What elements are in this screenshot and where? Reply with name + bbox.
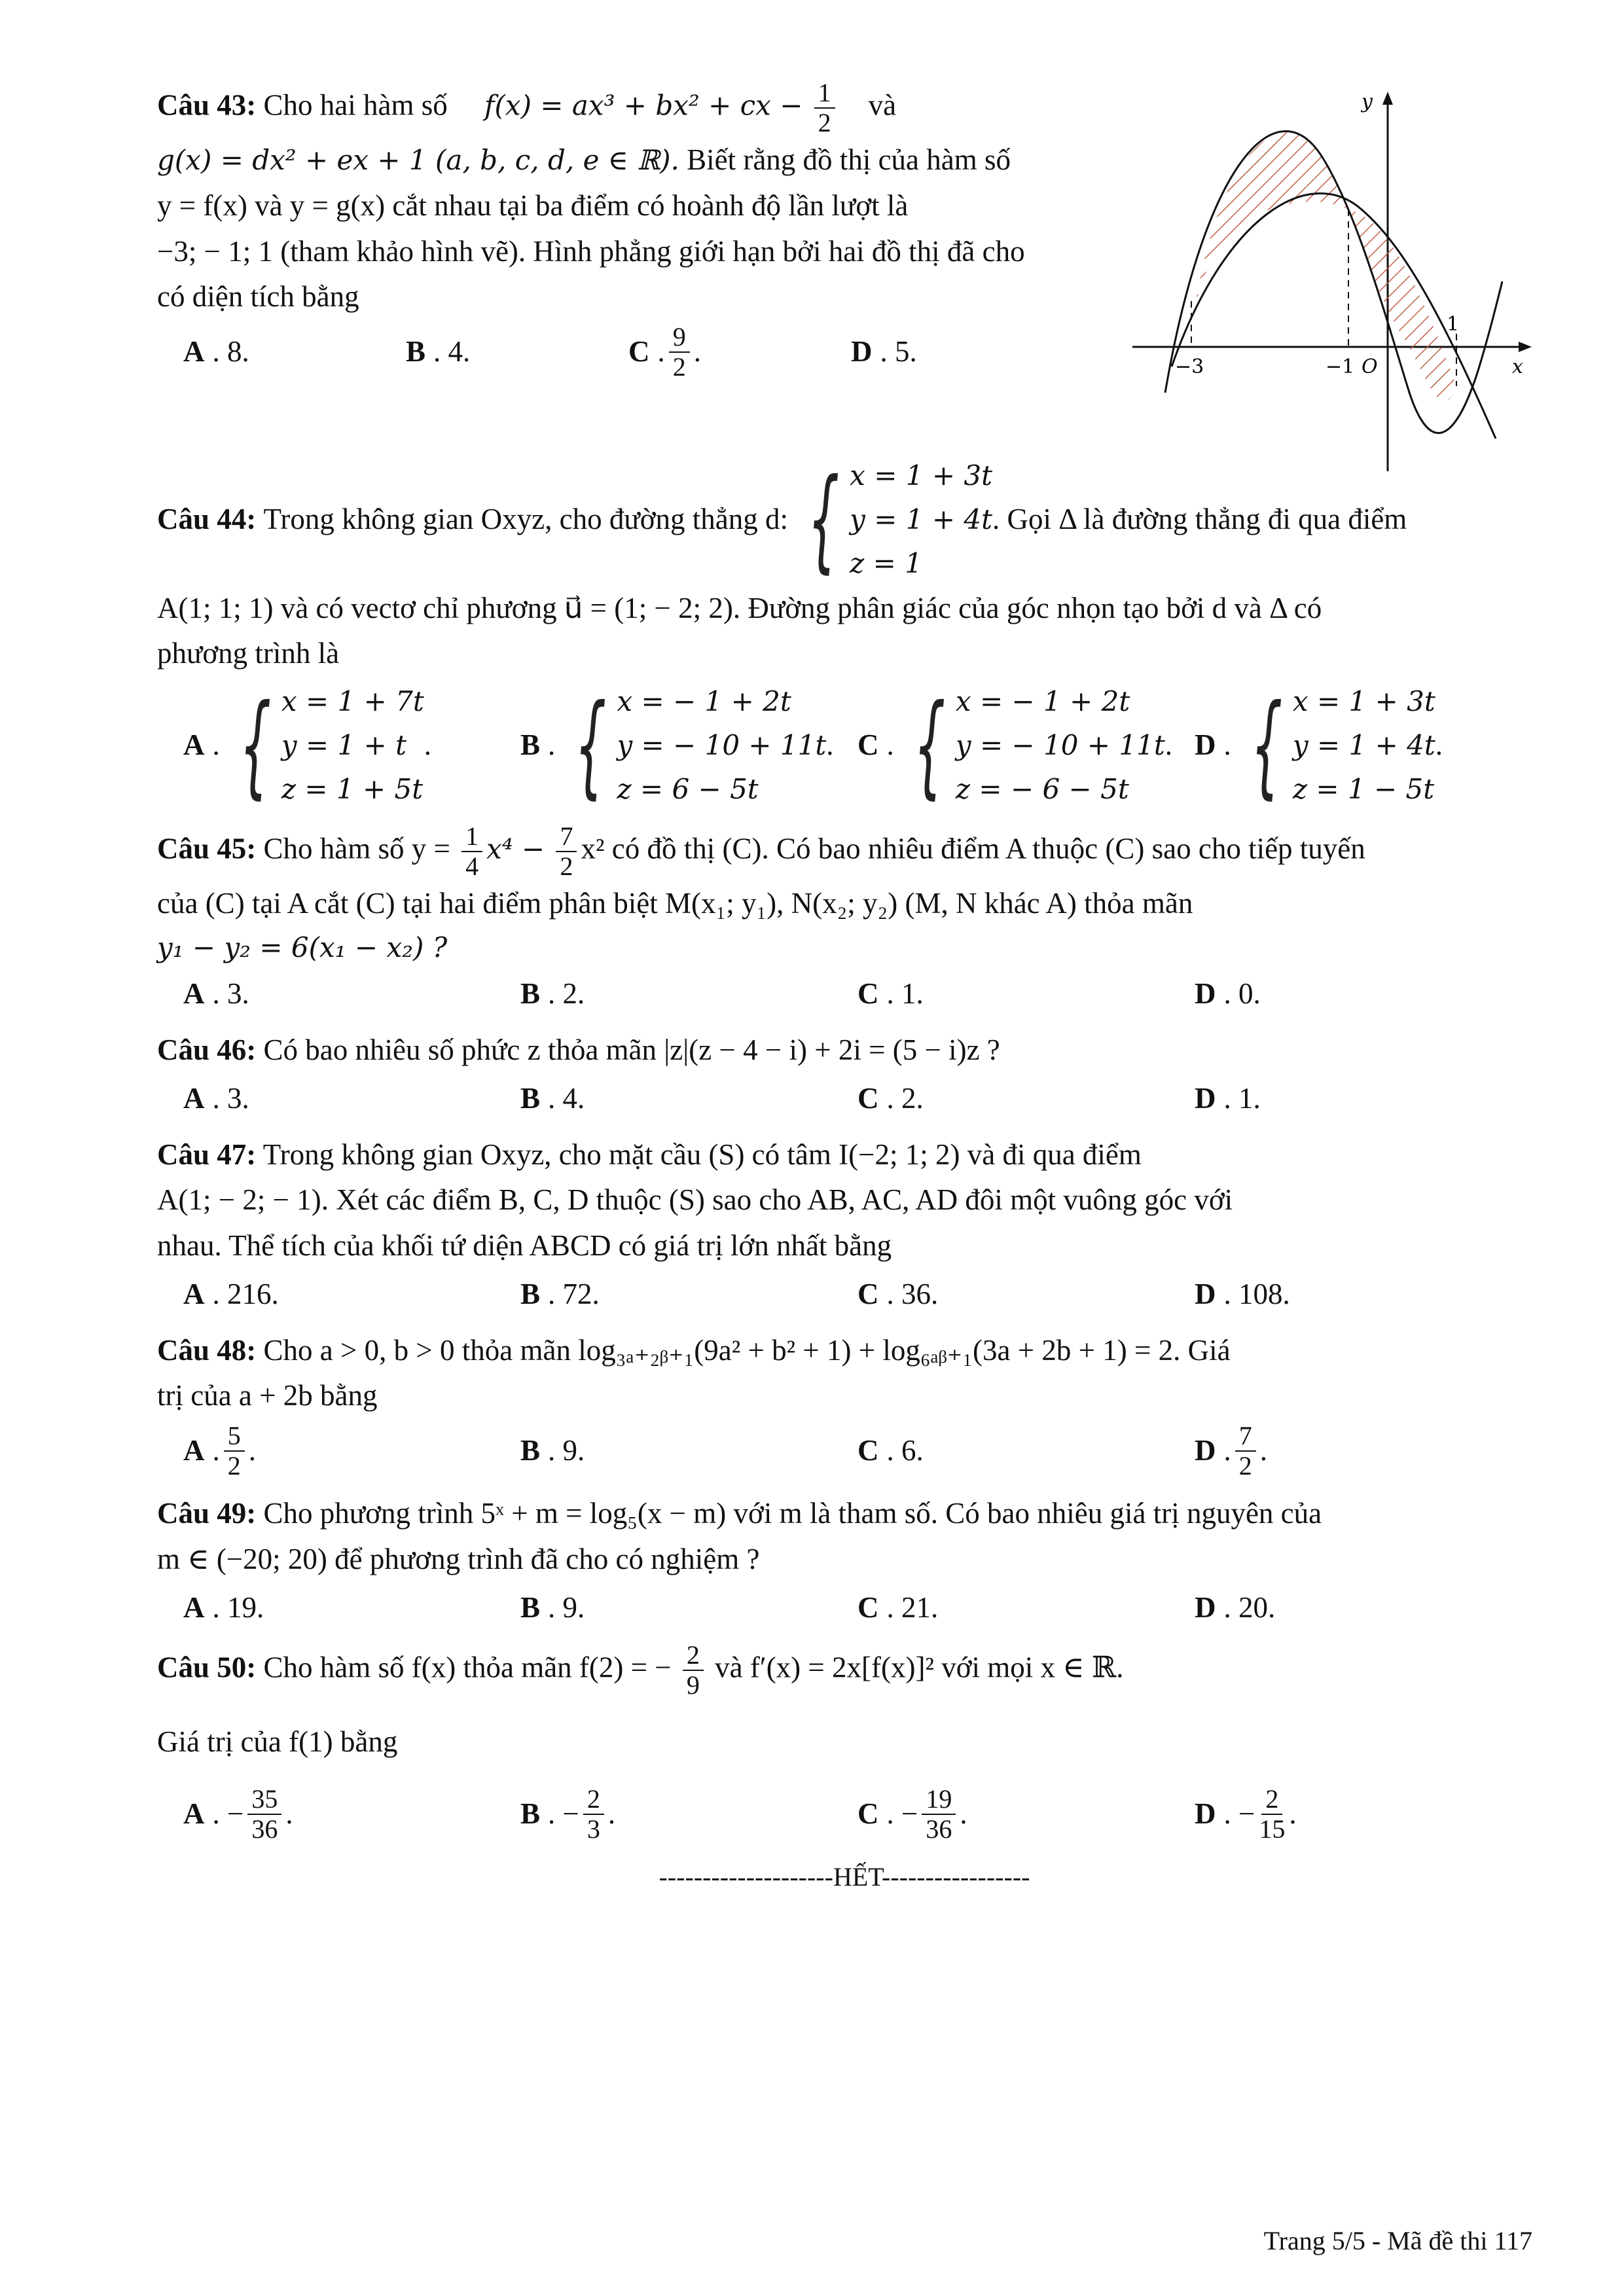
graph-tick-1: 1 bbox=[1447, 313, 1460, 336]
q47-option-c[interactable]: C . 36. bbox=[857, 1277, 939, 1310]
q46-options bbox=[157, 1076, 1532, 1122]
q48-option-b[interactable]: B . 9. bbox=[520, 1434, 585, 1467]
question-47 bbox=[157, 1132, 1532, 1318]
q45-text1: Cho hàm số y = bbox=[263, 831, 450, 865]
question-46 bbox=[157, 1028, 1532, 1122]
q49-options bbox=[157, 1585, 1532, 1631]
q43-text5: có diện tích bằng bbox=[157, 280, 359, 314]
q44-option-c[interactable]: C . { x = − 1 + 2t y = − 10 + 11t z = − 6 − 5t . bbox=[857, 680, 1172, 810]
q47-options bbox=[157, 1272, 1532, 1318]
q44-options bbox=[157, 679, 1532, 812]
q45-mid: x⁴ − bbox=[486, 832, 545, 865]
q46-option-d[interactable]: D . 1. bbox=[1195, 1081, 1261, 1115]
q47-option-d[interactable]: D . 108. bbox=[1195, 1277, 1290, 1310]
q44-option-b[interactable]: B . { x = − 1 + 2t y = − 10 + 11t z = 6 − 5t . bbox=[520, 680, 834, 810]
q45-options bbox=[157, 971, 1532, 1017]
q50-label: Câu 50: bbox=[157, 1651, 257, 1684]
q45-option-a[interactable]: A . 3. bbox=[183, 977, 249, 1011]
q47-option-b[interactable]: B . 72. bbox=[520, 1277, 600, 1310]
q50-options bbox=[157, 1785, 1532, 1844]
graph-ylabel: y bbox=[1362, 90, 1373, 113]
q43-option-c[interactable]: C . $\frac{9}{2}$ . bbox=[628, 322, 701, 382]
q44-text3: A(1; 1; 1) và có vectơ chỉ phương u⃗ = (1; − 2; 2). Đường phân giác của góc nhọn tạo bởi d và Δ có bbox=[157, 591, 1322, 624]
q43-text1: Cho hai hàm số bbox=[263, 88, 448, 122]
graph-xlabel: x bbox=[1512, 355, 1523, 378]
q43-option-d[interactable]: D . 5. bbox=[851, 335, 917, 368]
q48-option-c[interactable]: C . 6. bbox=[857, 1434, 924, 1467]
q45-text2: x² có đồ thị (C). Có bao nhiêu điểm A thuộc (C) sao cho tiếp tuyến bbox=[581, 831, 1365, 865]
q46-option-a[interactable]: A . 3. bbox=[183, 1081, 249, 1115]
q50-option-c[interactable]: C . − $\frac{19}{36}$ . bbox=[857, 1784, 967, 1844]
q44-text2: . Gọi Δ là đường thẳng đi qua điểm bbox=[992, 502, 1407, 535]
q45-frac1: $\frac{1}{4}$ bbox=[461, 822, 482, 881]
q43-va: và bbox=[868, 88, 897, 122]
q48-text2: trị của a + 2b bằng bbox=[157, 1379, 378, 1412]
q46-option-b[interactable]: B . 4. bbox=[520, 1081, 585, 1115]
question-44 bbox=[157, 454, 1532, 812]
page-footer: Trang 5/5 - Mã đề thi 117 bbox=[1263, 2226, 1532, 2255]
q45-label: Câu 45: bbox=[157, 831, 257, 865]
q43-option-a[interactable]: A . 8. bbox=[183, 335, 249, 368]
q44-option-d[interactable]: D . { x = 1 + 3t y = 1 + 4t z = 1 − 5t . bbox=[1195, 680, 1443, 810]
q47-text3: nhau. Thể tích của khối tứ diện ABCD có giá trị lớn nhất bằng bbox=[157, 1229, 892, 1263]
graph-tick-m3: −3 bbox=[1175, 355, 1204, 378]
q50-text3: Giá trị của f(1) bằng bbox=[157, 1725, 398, 1759]
q45-option-d[interactable]: D . 0. bbox=[1195, 977, 1261, 1011]
q49-option-c[interactable]: C . 21. bbox=[857, 1590, 939, 1624]
q47-label: Câu 47: bbox=[157, 1138, 257, 1171]
q43-label: Câu 43: bbox=[157, 88, 257, 122]
q47-text1: Trong không gian Oxyz, cho mặt cầu (S) có tâm I(−2; 1; 2) và đi qua điểm bbox=[262, 1138, 1142, 1171]
q46-text1: Có bao nhiêu số phức z thỏa mãn |z|(z − 4 − i) + 2i = (5 − i)z ? bbox=[263, 1033, 1000, 1067]
q49-option-d[interactable]: D . 20. bbox=[1195, 1590, 1276, 1624]
exam-page bbox=[157, 79, 1532, 1897]
q45-text3: của (C) tại A cắt (C) tại hai điểm phân biệt M(x₁; y₁), N(x₂; y₂) (M, N khác A) thỏa mãn bbox=[157, 886, 1193, 920]
question-48 bbox=[157, 1328, 1532, 1481]
q47-option-a[interactable]: A . 216. bbox=[183, 1277, 279, 1310]
q48-option-a[interactable]: A . $\frac{5}{2}$ . bbox=[183, 1421, 256, 1481]
question-50 bbox=[157, 1641, 1532, 1844]
q50-option-d[interactable]: D . − $\frac{2}{15}$ . bbox=[1195, 1784, 1297, 1844]
q50-text2: và f′(x) = 2x[f(x)]² với mọi x ∈ ℝ. bbox=[715, 1651, 1124, 1684]
q46-label: Câu 46: bbox=[157, 1033, 257, 1067]
q44-system-d: { x = 1 + 3t y = 1 + 4t z = 1 bbox=[807, 454, 993, 584]
q45-text4: y₁ − y₂ = 6(x₁ − x₂) ? bbox=[157, 931, 448, 964]
q49-text1: Cho phương trình 5ˣ + m = log₅(x − m) với m là tham số. Có bao nhiêu giá trị nguyên của bbox=[263, 1497, 1322, 1530]
q50-frac: $\frac{2}{9}$ bbox=[683, 1641, 704, 1700]
question-45 bbox=[157, 822, 1532, 1018]
question-49 bbox=[157, 1491, 1532, 1630]
question-43 bbox=[157, 79, 1126, 382]
q43-text2: Biết rằng đồ thị của hàm số bbox=[687, 143, 1011, 176]
q48-options bbox=[157, 1422, 1532, 1480]
q43-half: $\frac{1}{2}$ bbox=[814, 79, 835, 137]
q43-gx: g(x) = dx² + ex + 1 (a, b, c, d, e ∈ ℝ). bbox=[157, 144, 679, 176]
q50-option-a[interactable]: A . − $\frac{35}{36}$ . bbox=[183, 1784, 293, 1844]
q44-text4: phương trình là bbox=[157, 637, 340, 670]
q44-option-a[interactable]: A . { x = 1 + 7t y = 1 + t z = 1 + 5t . bbox=[183, 680, 431, 810]
q49-label: Câu 49: bbox=[157, 1497, 257, 1530]
q45-option-c[interactable]: C . 1. bbox=[857, 977, 924, 1011]
end-marker: --------------------HẾT----------------- bbox=[659, 1862, 1030, 1892]
q43-option-b[interactable]: B . 4. bbox=[406, 335, 471, 368]
q47-text2: A(1; − 2; − 1). Xét các điểm B, C, D thuộc (S) sao cho AB, AC, AD đôi một vuông góc với bbox=[157, 1183, 1233, 1217]
graph-tick-m1: −1 bbox=[1326, 355, 1355, 378]
q45-option-b[interactable]: B . 2. bbox=[520, 977, 585, 1011]
q48-label: Câu 48: bbox=[157, 1333, 257, 1367]
q50-option-b[interactable]: B . − $\frac{2}{3}$ . bbox=[520, 1784, 616, 1844]
q49-option-a[interactable]: A . 19. bbox=[183, 1590, 264, 1624]
q46-option-c[interactable]: C . 2. bbox=[857, 1081, 924, 1115]
q43-fx: f(x) = ax³ + bx² + cx − bbox=[484, 89, 803, 122]
q50-text1: Cho hàm số f(x) thỏa mãn f(2) = − bbox=[263, 1651, 672, 1684]
q48-text1: Cho a > 0, b > 0 thỏa mãn log₃ₐ₊₂ᵦ₊₁(9a² + b² + 1) + log₆ₐᵦ₊₁(3a + 2b + 1) = 2. Giá bbox=[263, 1333, 1231, 1367]
q43-text3: y = f(x) và y = g(x) cắt nhau tại ba điểm có hoành độ lần lượt là bbox=[157, 188, 909, 222]
q49-option-b[interactable]: B . 9. bbox=[520, 1590, 585, 1624]
q43-options bbox=[157, 323, 1126, 382]
q45-frac2: $\frac{7}{2}$ bbox=[556, 822, 577, 881]
q44-text1: Trong không gian Oxyz, cho đường thẳng d: bbox=[263, 502, 788, 535]
q48-option-d[interactable]: D . $\frac{7}{2}$ . bbox=[1195, 1421, 1267, 1481]
q44-label: Câu 44: bbox=[157, 502, 257, 535]
graph-origin: O bbox=[1362, 355, 1378, 378]
q43-text4: −3; − 1; 1 (tham khảo hình vẽ). Hình phẳng giới hạn bởi hai đồ thị đã cho bbox=[157, 234, 1025, 268]
q49-text2: m ∈ (−20; 20) để phương trình đã cho có nghiệm ? bbox=[157, 1542, 760, 1575]
